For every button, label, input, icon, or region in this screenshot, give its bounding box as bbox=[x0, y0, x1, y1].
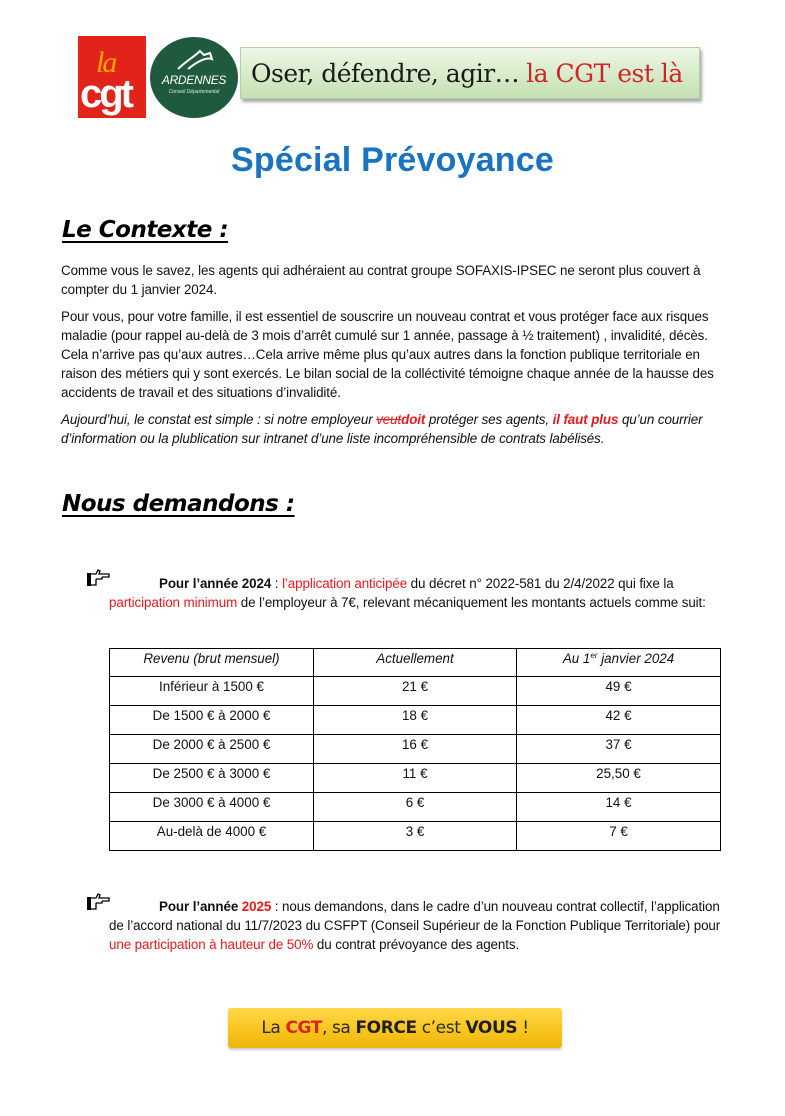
cell-2024: 7 € bbox=[517, 822, 721, 851]
cell-actuel: 16 € bbox=[314, 735, 517, 764]
struck-word: veut bbox=[376, 412, 402, 427]
cell-2024: 42 € bbox=[517, 706, 721, 735]
cell-revenu: Inférieur à 1500 € bbox=[110, 677, 314, 706]
p3-text-a: Aujourd’hui, le constat est simple : si notre employeur bbox=[61, 412, 377, 427]
context-heading: Le Contexte : bbox=[62, 217, 229, 243]
p3-text-c: protéger ses agents, bbox=[425, 412, 553, 427]
demand-2024: Pour l’année 2024 : l’application anticipée du décret n° 2022-581 du 2/4/2022 qui fixe la participation minimum de l’employeur à 7€, relevant mécaniquement les montants actuels comme suit: bbox=[109, 576, 706, 610]
cell-2024: 25,50 € bbox=[517, 764, 721, 793]
context-paragraph-1: Comme vous le savez, les agents qui adhéraient au contrat groupe SOFAXIS-IPSEC ne seront plus couvert à compter du 1 janvier 2024. bbox=[61, 263, 701, 297]
emphasis-il-faut-plus: il faut plus bbox=[552, 412, 619, 427]
p3-text-e: qu’un courrier d’information ou la plublication sur intranet d’une liste incompréhensible de contrats labélisés. bbox=[61, 412, 703, 446]
cell-actuel: 21 € bbox=[314, 677, 517, 706]
slogan-part1: Oser, défendre, agir… bbox=[251, 58, 520, 88]
pointing-hand-icon bbox=[86, 893, 110, 911]
slogan-part2: la CGT est là bbox=[526, 58, 683, 88]
slogan-banner bbox=[240, 47, 700, 99]
cell-2024: 49 € bbox=[517, 677, 721, 706]
cgt-logo-text: cgt bbox=[80, 72, 131, 116]
col-header-actuellement: Actuellement bbox=[314, 649, 517, 677]
cell-2024: 14 € bbox=[517, 793, 721, 822]
banner-cgt: CGT bbox=[285, 1018, 322, 1038]
mountain-icon bbox=[176, 47, 216, 73]
cell-revenu: Au-delà de 4000 € bbox=[110, 822, 314, 851]
ardennes-logo bbox=[150, 37, 238, 118]
footer-banner: La CGT , sa FORCE c’est VOUS ! bbox=[228, 1008, 562, 1048]
year-2025: 2025 bbox=[241, 899, 272, 914]
pointing-hand-icon bbox=[86, 569, 110, 587]
cell-revenu: De 1500 € à 2000 € bbox=[110, 706, 314, 735]
page-title: Spécial Prévoyance bbox=[230, 141, 554, 179]
emphasis-doit: doit bbox=[401, 412, 426, 427]
cell-2024: 37 € bbox=[517, 735, 721, 764]
contribution-table bbox=[109, 648, 721, 851]
cell-actuel: 11 € bbox=[314, 764, 517, 793]
ardennes-logo-subtitle: Conseil Départemental bbox=[168, 89, 220, 95]
demand-2025: Pour l’année 2025 : nous demandons, dans le cadre d’un nouveau contrat collectif, l’application de l’accord national du 11/7/2023 du CSFPT (Conseil Supérieur de la Fonction Publique Territoriale) pour une participation à hauteur de 50% du contrat prévoyance des agents. bbox=[109, 899, 721, 952]
cell-revenu: De 3000 € à 4000 € bbox=[110, 793, 314, 822]
cell-actuel: 3 € bbox=[314, 822, 517, 851]
cgt-logo bbox=[78, 36, 146, 118]
col-header-janvier-2024: Au 1er janvier 2024 bbox=[517, 649, 721, 677]
banner-force: FORCE bbox=[355, 1018, 417, 1038]
cell-actuel: 18 € bbox=[314, 706, 517, 735]
context-paragraph-3 bbox=[61, 410, 731, 448]
demands-heading: Nous demandons : bbox=[62, 491, 295, 517]
context-paragraph-2: Pour vous, pour votre famille, il est essentiel de souscrire un nouveau contrat et vous protéger face aux risques maladie (pour rappel au-delà de 3 mois d’arrêt cumulé sur 1 année, passage à ½ traitement) , invalidité, décès. Cela n’arrive pas qu’aux autres…Cela arrive même plus qu’aux autres dans la fonction publique territoriale en raison des métiers qui y sont exercés. Le bilan social de la colléctivité témoigne chaque année de la hausse des accidents de travail et des situations d’invalidité. bbox=[61, 309, 714, 400]
demand-2025-label: Pour l’année bbox=[159, 899, 242, 914]
table-row bbox=[110, 706, 721, 735]
banner-vous: VOUS bbox=[465, 1018, 518, 1038]
demand-2024-label: Pour l’année 2024 bbox=[159, 576, 272, 591]
cell-actuel: 6 € bbox=[314, 793, 517, 822]
table-row bbox=[110, 764, 721, 793]
highlight-application-anticipee: l’application anticipée bbox=[282, 576, 408, 591]
ardennes-logo-name: ARDENNES bbox=[161, 73, 227, 87]
cell-revenu: De 2000 € à 2500 € bbox=[110, 735, 314, 764]
highlight-participation-minimum: participation minimum bbox=[109, 595, 238, 610]
table-row bbox=[110, 677, 721, 706]
col-header-revenu: Revenu (brut mensuel) bbox=[110, 649, 314, 677]
table-row bbox=[110, 822, 721, 851]
cell-revenu: De 2500 € à 3000 € bbox=[110, 764, 314, 793]
table-row bbox=[110, 793, 721, 822]
highlight-participation-50: une participation à hauteur de 50% bbox=[109, 937, 314, 952]
table-header-row bbox=[110, 649, 721, 677]
cgt-logo-la: la bbox=[96, 46, 116, 79]
table-row bbox=[110, 735, 721, 764]
